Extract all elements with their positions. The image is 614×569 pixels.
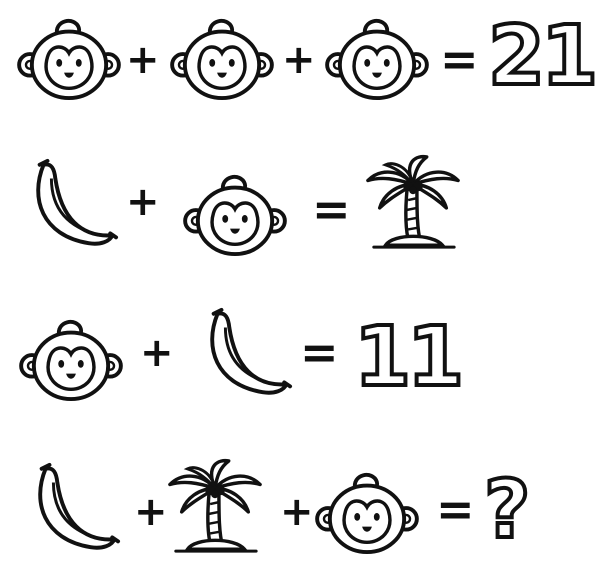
result-value: 11 — [354, 310, 461, 405]
palm-tree-icon — [166, 458, 264, 558]
unknown-result: ? — [484, 463, 531, 556]
palm-tree-icon — [364, 154, 462, 254]
equals-operator: = — [312, 182, 351, 236]
monkey-icon — [186, 170, 284, 258]
equation-row-1 — [0, 0, 614, 120]
equation-row-3 — [0, 295, 614, 415]
banana-icon — [22, 158, 120, 250]
monkey-icon — [318, 468, 416, 556]
plus-operator: + — [282, 37, 316, 83]
monkey-icon — [173, 14, 271, 102]
equation-row-2 — [0, 140, 614, 270]
monkey-icon — [328, 14, 426, 102]
plus-operator: + — [134, 489, 168, 535]
equals-operator: = — [440, 32, 479, 86]
banana-icon — [24, 462, 122, 554]
plus-operator: + — [126, 179, 160, 225]
plus-operator: + — [126, 37, 160, 83]
equation-row-4 — [0, 450, 614, 569]
result-value: 21 — [488, 9, 595, 104]
plus-operator: + — [280, 489, 314, 535]
monkey-icon — [20, 14, 118, 102]
equals-operator: = — [300, 325, 339, 379]
monkey-icon — [22, 315, 120, 403]
plus-operator: + — [140, 330, 174, 376]
equals-operator: = — [436, 482, 475, 536]
banana-icon — [196, 307, 294, 399]
